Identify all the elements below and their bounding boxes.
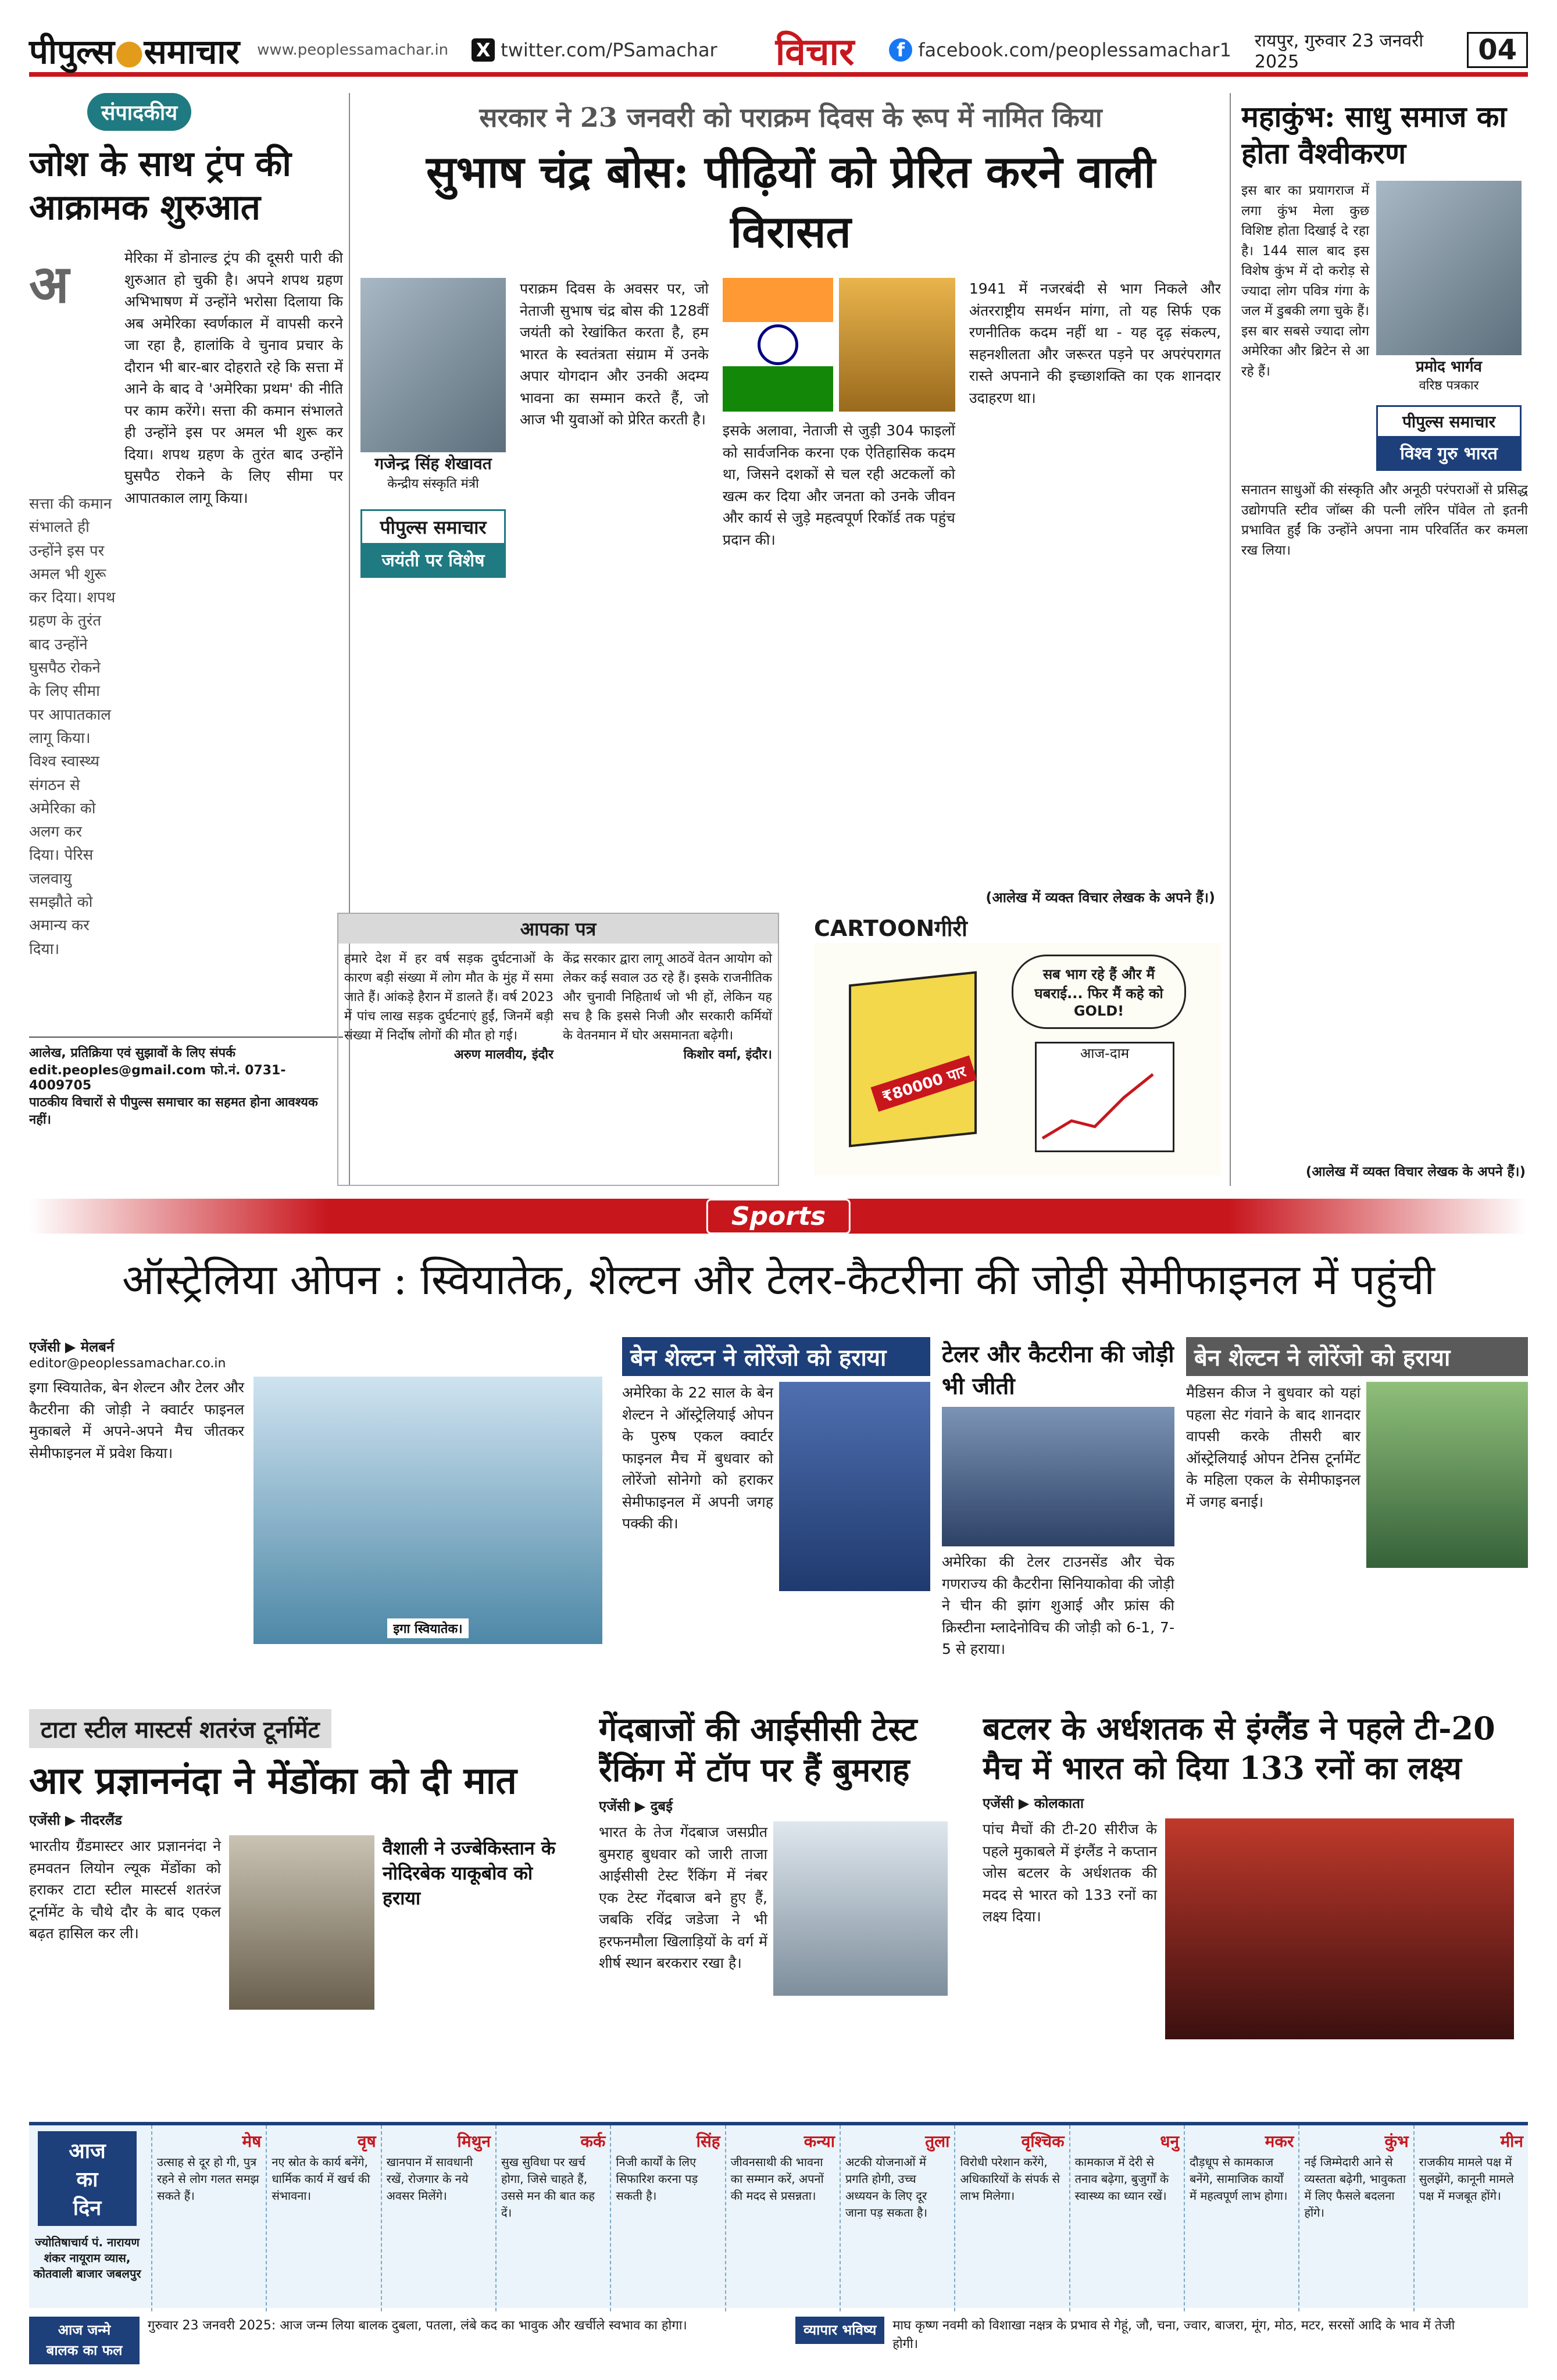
rashi-name: कुंभ (1384, 2132, 1409, 2151)
chess-text: भारतीय ग्रैंडमास्टर आर प्रज्ञाननंदा ने हमवतन लियोन ल्यूक मेंडोंका को हराकर टाटा स्टील मास्टर्स शतरंज टूर्नामेंट के चौथे दौर के बाद एकल बढ़त हासिल कर ली। (29, 1838, 221, 1942)
rashi-text: निजी कार्यों के लिए सिफारिश करना पड़ सकती है। (616, 2154, 698, 2203)
lead-text: इगा स्वियातेक, बेन शेल्टन और टेलर और कैटरीना की जोड़ी ने क्वार्टर फाइनल मुकाबले में अपने-अपने मैच जीतकर सेमीफाइनल में प्रवेश किया। (29, 1379, 244, 1461)
butler-story (983, 1709, 1528, 2116)
twitter-link[interactable]: X twitter.com/PSamachar (472, 38, 717, 62)
chess-story (29, 1709, 587, 2116)
indian-flag (723, 278, 833, 412)
keys-story (1186, 1337, 1528, 1698)
letter-1: हमारे देश में हर वर्ष सड़क दुर्घटनाओं के कारण बड़ी संख्या में लोग मौत के मुंह में समा जाते हैं। आंकड़े हैरान में डालते हैं। वर्ष 2023 में पांच लाख सड़क दुर्घटनाएं हुईं, जिनमें बड़ी संख्या में निर्दोष लोगों की मौत हो गई। (344, 952, 553, 1043)
bumrah-photo (773, 1821, 948, 1996)
bose-col-2: इसके अलावा, नेताजी से जुड़ी 304 फाइलों को सार्वजनिक करना एक ऐतिहासिक कदम था, जिसने दशकों से चल रही अटकलों को खत्म कर दिया और जनता को उनके जीवन और कार्य से जुड़े महत्वपूर्ण रिकॉर्ड तक पहुंच प्रदान की। (722, 422, 955, 548)
price-sash: ₹80000 पार (871, 1056, 977, 1112)
lead-byline: एजेंसी ▶ मेलबर्न (29, 1339, 115, 1355)
bose-col-1: पराक्रम दिवस के अवसर पर, जो नेताजी सुभाष चंद्र बोस की 128वीं जयंती को रेखांकित करता है, हम भारत के स्वतंत्रता संग्राम में उनके अपार योगदान और उनकी अदम्य भावना का सम्मान करते हैं, जो आज भी युवाओं को प्रेरित करती है। (520, 280, 709, 428)
cartoon-box (814, 913, 1221, 1186)
chess-headline: आर प्रज्ञाननंदा ने मेंडोंका को दी मात (29, 1759, 517, 1803)
shelton-story (622, 1337, 930, 1698)
rashi-cell (1069, 2125, 1184, 2311)
kumbh-headline: महाकुंभ: साधु समाज का होता वैश्वीकरण (1241, 99, 1507, 170)
doubles-headline: टेलर और कैटरीना की जोड़ी भी जीती (942, 1341, 1174, 1400)
section-title: विचार (775, 30, 855, 74)
sports-lead-headline: ऑस्ट्रेलिया ओपन : स्वियातेक, शेल्टन और टेलर-कैटरीना की जोड़ी सेमीफाइनल में पहुंची (122, 1255, 1435, 1304)
rashi-name: मेष (242, 2132, 262, 2151)
lead-email: editor@peoplessamachar.co.in (29, 1356, 226, 1371)
rashi-text: जीवनसाथी की भावना का सम्मान करें, अपनों की मदद से प्रसन्नता। (730, 2154, 824, 2203)
rashi-cell (1184, 2125, 1298, 2311)
bumrah-text: भारत के तेज गेंदबाज जसप्रीत बुमराह बुधवार को जारी ताजा आईसीसी टेस्ट रैंकिंग में नंबर एक टेस्ट गेंदबाज बने हुए हैं, जबकि रविंद्र जडेजा ने भी हरफनमौला खिलाड़ियों के वर्ग में शीर्ष स्थान बरकरार रखा है। (599, 1824, 767, 1971)
swiatek-photo (253, 1377, 602, 1644)
masthead (29, 28, 1528, 77)
editorial-body: मेरिका में डोनाल्ड ट्रंप की दूसरी पारी की शुरुआत हो चुकी है। अपने शपथ ग्रहण अभिभाषण में उन्होंने भरोसा दिलाया कि अब अमेरिका स्वर्णकाल में वापसी करने जा रहा है, हालांकि वे चुनाव प्रचार के दौरान भी बार-बार दोहराते रहे कि सत्ता में आने के बाद वे 'अमेरिका प्रथम' की नीति पर काम करेंगे। सत्ता की कमान संभालते ही उन्होंने इस पर अमल भी शुरू कर दिया। शपथ ग्रहण के तुरंत बाद उन्होंने घुसपैठ रोकने के लिए सीमा पर आपातकाल लागू किया। (124, 249, 343, 506)
rashi-name: सिंह (696, 2132, 720, 2151)
keys-headline: बेन शेल्टन ने लोरेंजो को हराया (1186, 1337, 1528, 1376)
praggnanandhaa-photo (229, 1835, 374, 2010)
price-chart-board: आज-दाम (1035, 1042, 1174, 1152)
rashi-name: मीन (1500, 2132, 1523, 2151)
born-today-text: गुरुवार 23 जनवरी 2025: आज जन्म लिया बालक दुबला, पतला, लंबे कद का भावुक और खर्चीले स्वभाव का होगा। (148, 2318, 687, 2333)
rashi-text: नए स्रोत के कार्य बनेंगे, धार्मिक कार्य में खर्च की संभावना। (272, 2154, 370, 2203)
ashoka-chakra-icon (758, 324, 798, 365)
kumbh-author-role: वरिष्ठ पत्रकार (1419, 378, 1479, 393)
aaj-ka-din (29, 2125, 145, 2311)
rashi-text: खानपान में सावधानी रखें, रोजगार के नये अवसर मिलेंगे। (386, 2154, 473, 2203)
rashi-name: वृष (357, 2132, 376, 2151)
editorial-headline: जोश के साथ ट्रंप की आक्रामक शुरुआत (29, 144, 291, 228)
rashi-text: नई जिम्मेदारी आने से व्यस्तता बढ़ेगी, भावुकता में लिए फैसले बदलना होंगे। (1304, 2154, 1406, 2220)
cartoon-title: CARTOONगीरी (814, 916, 967, 941)
bumrah-story (599, 1709, 971, 2116)
author-role: केन्द्रीय संस्कृति मंत्री (387, 477, 479, 491)
kumbh-article (1241, 99, 1528, 1186)
rashi-cell (610, 2125, 724, 2311)
rashi-cell (840, 2125, 954, 2311)
butler-byline: एजेंसी ▶ कोलकाता (983, 1795, 1084, 1811)
rashi-text: अटकी योजनाओं में प्रगति होगी, उच्च अध्ययन के लिए दूर जाना पड़ सकता है। (845, 2154, 928, 2220)
rashi-text: दौड़धूप से कामकाज बनेंगे, सामाजिक कार्यों में महत्वपूर्ण लाभ होगा। (1190, 2154, 1288, 2203)
jayanti-badge: पीपुल्स समाचार जयंती पर विशेष (360, 509, 506, 578)
kumbh-body: सनातन साधुओं की संस्कृति और अनूठी परंपराओं से प्रसिद्ध उद्योगपति स्टीव जॉब्स की पत्नी लॉरेन पॉवेल तो इतनी प्रभावित हुईं कि उन्होंने अपना नाम परिवर्तित कर कमला रख लिया। (1241, 483, 1528, 558)
swiatek-caption: इगा स्वियातेक। (387, 1618, 468, 1638)
astrologer-credit: ज्योतिषाचार्य पं. नारायण शंकर नायूराम व्यास, कोतवाली बाजार जबलपुर (33, 2235, 141, 2281)
rashi-cell (266, 2125, 380, 2311)
vishwa-guru-badge: पीपुल्स समाचार विश्व गुरु भारत (1376, 405, 1522, 471)
shelton-photo (779, 1382, 930, 1591)
kumbh-author: प्रमोद भार्गव (1415, 358, 1483, 376)
rashi-cell (1298, 2125, 1413, 2311)
speech-bubble: सब भाग रहे हैं और मैं घबराई... फिर मैं कहे को GOLD! (1012, 955, 1186, 1029)
doubles-text: अमेरिका की टेलर टाउनसेंड और चेक गणराज्य की कैटरीना सिनियाकोवा की जोड़ी ने चीन की झांग शुआई और फ्रांस की क्रिस्टीना म्लादेनोविच की जोड़ी को 6-1, 7-5 से हराया। (942, 1553, 1174, 1657)
vaishali-subhead: वैशाली ने उज्बेकिस्तान के नोदिरबेक याकूबोव को हराया (383, 1837, 556, 1909)
rashi-text: सुख सुविधा पर खर्च होगा, जिसे चाहते हैं, उससे मन की बात कह दें। (501, 2154, 595, 2220)
bose-footer: (आलेख में व्यक्त विचार लेखक के अपने हैं।) (985, 889, 1215, 906)
rashi-text: कामकाज में देरी से तनाव बढ़ेगा, बुजुर्गों के स्वास्थ्य का ध्यान रखें। (1074, 2154, 1169, 2203)
rashi-text: राजकीय मामले पक्ष में सुलझेंगे, कानूनी मामले पक्ष में मजबूत होंगे। (1419, 2154, 1514, 2203)
letter-2-signature: किशोर वर्मा, इंदौर। (683, 1048, 772, 1062)
column-divider (1230, 93, 1231, 1186)
rashi-cell (1413, 2125, 1528, 2311)
rashi-cell (381, 2125, 495, 2311)
swiatek-story (29, 1337, 610, 1698)
rashi-name: धनु (1160, 2132, 1179, 2151)
shelton-headline: बेन शेल्टन ने लोरेंजो को हराया (622, 1337, 930, 1376)
butler-headline: बटलर के अर्धशतक से इंग्लैंड ने पहले टी-20 मैच में भारत को दिया 133 रनों का लक्ष्य (983, 1710, 1495, 1786)
rising-price-chart (1037, 1063, 1170, 1144)
author-photo-bhargav (1376, 181, 1522, 355)
rashi-name: वृश्चिक (1021, 2132, 1065, 2151)
rashi-name: कन्या (804, 2132, 835, 2151)
chess-kicker: टाटा स्टील मास्टर्स शतरंज टूर्नामेंट (29, 1709, 331, 1748)
x-icon: X (472, 38, 495, 62)
sports-banner (29, 1199, 1528, 1234)
butler-text: पांच मैचों की टी-20 सीरीज के पहले मुकाबले में इंग्लैंड ने कप्तान जोस बटलर के अर्धशतक की मदद से भारत को 133 रनों का लक्ष्य दिया। (983, 1821, 1157, 1925)
website-link[interactable]: www.peoplessamachar.in (257, 41, 449, 59)
facebook-icon: f (889, 38, 912, 62)
letter-1-signature: अरुण मालवीय, इंदौर (453, 1048, 553, 1062)
butler-photo (1165, 1818, 1514, 2039)
letter-2: केंद्र सरकार द्वारा लागू आठवें वेतन आयोग को लेकर कई सवाल उठ रहे हैं। इसके राजनीतिक और चुनावी निहितार्थ जो भी हों, लेकिन यह सच है कि इससे निजी और सरकारी कर्मियों के वेतनमान में घोर असमानता बढ़ेगी। (563, 952, 772, 1043)
rashi-name: कर्क (580, 2132, 606, 2151)
kumbh-intro: इस बार का प्रयागराज में लगा कुंभ मेला कुछ विशिष्ट होता दिखाई दे रहा है। 144 साल बाद इस विशेष कुंभ में दो करोड़ से ज्यादा लोग पवित्र गंगा के जल में डुबकी लगा चुके हैं। इस बार सबसे ज्यादा लोग अमेरिका और ब्रिटेन से आ रहे हैं। (1241, 183, 1369, 379)
chess-byline: एजेंसी ▶ नीदरलैंड (29, 1812, 122, 1828)
kumbh-footer: (आलेख में व्यक्त विचार लेखक के अपने हैं।) (1305, 1164, 1526, 1180)
market-label: व्यापार भविष्य (795, 2317, 884, 2344)
editorial-tag: संपादकीय (87, 93, 191, 131)
rashi-name: मिथुन (457, 2132, 491, 2151)
editorial-pullquote: सत्ता की कमान संभालते ही उन्होंने इस पर अमल भी शुरू कर दिया। शपथ ग्रहण के तुरंत बाद उन्होंने घुसपैठ रोकने के लिए सीमा पर आपातकाल लागू किया। विश्व स्वास्थ्य संगठन से अमेरिका को अलग कर दिया। पेरिस जलवायु समझौते को अमान्य कर दिया। (29, 495, 116, 958)
letters-box (337, 913, 779, 1186)
rashi-cell (954, 2125, 1069, 2311)
dateline: रायपुर, गुरुवार 23 जनवरी 2025 (1254, 31, 1424, 72)
brand-logo: पीपुल्स●समाचार (29, 31, 240, 72)
market-text: माघ कृष्ण नवमी को विशाखा नक्षत्र के प्रभाव से गेहूं, जौ, चना, ज्वार, बाजरा, मूंग, मोठ, मटर, सरसों आदि के भाव में तेजी होगी। (892, 2318, 1455, 2352)
doubles-story (942, 1337, 1174, 1698)
page-number: 04 (1467, 32, 1528, 68)
rashi-cell (725, 2125, 840, 2311)
sports-label: Sports (706, 1199, 851, 1234)
born-today-label: आज जन्मे बालक का फल (29, 2317, 140, 2364)
rashi-text: विरोधी परेशान करेंगे, अधिकारियों के संपर्क से लाभ मिलेगा। (960, 2154, 1060, 2203)
author-name: गजेन्द्र सिंह शेखावत (374, 454, 492, 473)
bose-headline: सुभाष चंद्र बोस: पीढ़ियों को प्रेरित करने वाली विरासत (426, 146, 1155, 258)
rashi-name: तुला (925, 2132, 950, 2151)
bose-article (360, 99, 1221, 907)
netaji-portrait (839, 278, 955, 412)
rashi-cell (495, 2125, 610, 2311)
aaj-ka-din-title: आज का दिन (38, 2131, 137, 2226)
keys-text: मैडिसन कीज ने बुधवार को यहां पहला सेट गंवाने के बाद शानदार वापसी करके तीसरी बार ऑस्ट्रेलियाई ओपन टेनिस टूर्नामेंट के महिला एकल के सेमीफाइनल में जगह बनाई। (1186, 1384, 1360, 1510)
editorial-column (29, 93, 343, 1139)
editorial-contact: आलेख, प्रतिक्रिया एवं सुझावों के लिए संपर्क edit.peoples@gmail.com फो.नं. 0731-4009705 पाठकीय विचारों से पीपुल्स समाचार का सहमत होना आवश्यक नहीं। (29, 1037, 343, 1128)
editorial-dropcap: अ (29, 254, 69, 315)
keys-photo (1366, 1382, 1528, 1568)
facebook-link[interactable]: f facebook.com/peoplessamachar1 (889, 38, 1231, 62)
bumrah-byline: एजेंसी ▶ दुबई (599, 1798, 673, 1814)
author-photo-shekhawat (360, 278, 506, 452)
rashi-text: उत्साह से दूर हो गी, पुत्र रहने से लोग गलत समझ सकते हैं। (157, 2154, 259, 2203)
brand-separator: ● (114, 31, 144, 72)
bottom-strip (29, 2317, 1528, 2369)
letters-title: आपका पत्र (338, 914, 778, 944)
bose-kicker: सरकार ने 23 जनवरी को पराक्रम दिवस के रूप में नामित किया (479, 102, 1102, 133)
rashi-name: मकर (1265, 2132, 1294, 2151)
rashi-cell (151, 2125, 266, 2311)
shelton-text: अमेरिका के 22 साल के बेन शेल्टन ने ऑस्ट्रेलियाई ओपन के पुरुष एकल क्वार्टर फाइनल मैच में बुधवार को लोरेंजो सोनेगो को हराकर सेमीफाइनल में अपनी जगह पक्की की। (622, 1384, 773, 1532)
doubles-photo (942, 1407, 1174, 1546)
bose-col-3: 1941 में नजरबंदी से भाग निकले और अंतरराष्ट्रीय समर्थन मांगा, तो यह सिर्फ एक रणनीतिक कदम नहीं था - यह दृढ़ संकल्प, सहनशीलता और जरूरत पड़ने पर अपरंपरागत रास्ते अपनाने की इच्छाशक्ति का एक शानदार उदाहरण था। (969, 280, 1221, 406)
rashifal-strip (29, 2122, 1528, 2308)
bumrah-headline: गेंदबाजों की आईसीसी टेस्ट रैंकिंग में टॉप पर हैं बुमराह (599, 1710, 917, 1789)
